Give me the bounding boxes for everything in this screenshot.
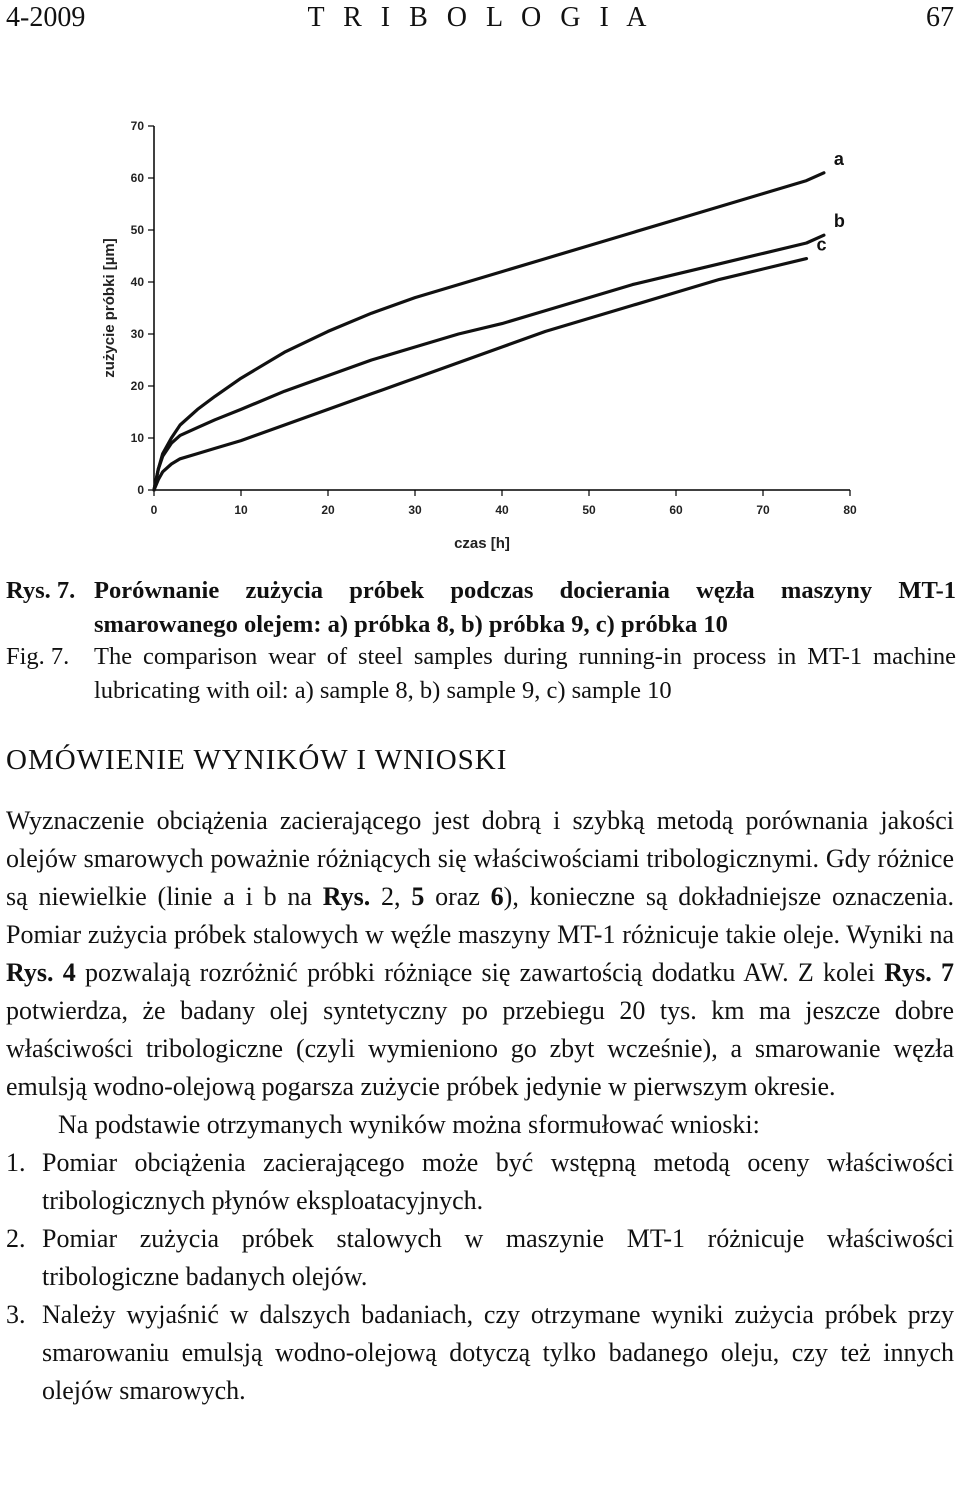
paragraph (6, 802, 954, 1106)
page-number: 67 (926, 2, 954, 33)
y-axis-label: zużycie próbki [µm] (101, 238, 118, 378)
series-label-c: c (816, 234, 827, 255)
caption-english (6, 640, 956, 708)
wear-chart (86, 108, 886, 568)
y-tick-label: 20 (130, 379, 144, 393)
para-text-3: oraz (424, 882, 491, 911)
x-tick-label: 30 (408, 503, 422, 517)
x-tick-label: 40 (495, 503, 509, 517)
figure-ref: Rys. 4 (6, 958, 76, 987)
conclusions-intro: Na podstawie otrzymanych wyników można sformułować wnioski: (58, 1110, 760, 1139)
caption-text-pl: Porównanie zużycia próbek podczas docierania węzła maszyny MT-1 smarowanego olejem: a) próbka 8, b) próbka 9, c) próbka 10 (94, 577, 956, 638)
series-line-b (154, 235, 824, 490)
x-tick-label: 10 (234, 503, 248, 517)
issue-number: 4-2009 (6, 2, 86, 33)
conclusions-list (6, 1144, 954, 1410)
list-number: 1. (6, 1148, 26, 1177)
list-text: Pomiar zużycia próbek stalowych w maszynie MT-1 różnicuje właściwości tribologiczne badanych olejów. (42, 1224, 954, 1291)
para-text-6: potwierdza, że badany olej syntetyczny po przebiegu 20 tys. km ma jeszcze dobre właściwości tribologiczne (czyli wymieniono go zbyt wcześnie), a smarowanie węzła emulsją wodno-olejową pogarsza zużycie próbek jedynie w pierwszym okresie. (6, 996, 954, 1101)
list-text: Pomiar obciążenia zacierającego może być wstępną metodą oceny właściwości tribologicznych płynów eksploatacyjnych. (42, 1148, 954, 1215)
figure-ref: 5 (411, 882, 425, 911)
caption-label-pl: Rys. 7. (6, 577, 76, 604)
figure-ref: Rys. (322, 882, 371, 911)
y-tick-label: 30 (130, 327, 144, 341)
para-text-4: ), konieczne są dokładniejsze oznaczenia. Pomiar zużycia próbek stalowych w węźle maszyny MT-1 różnicuje takie oleje. Wyniki na (6, 882, 954, 949)
para-text-2: 2, (370, 882, 412, 911)
caption-label-en: Fig. 7. (6, 643, 70, 670)
series-label-a: a (833, 148, 844, 169)
y-tick-label: 70 (130, 119, 144, 133)
x-tick-label: 0 (150, 503, 158, 517)
series-line-a (154, 173, 824, 490)
series-line-c (154, 259, 807, 490)
para-text-5: pozwalają rozróżnić próbki różniące się zawartością dodatku AW. Z kolei (75, 958, 885, 987)
x-tick-label: 50 (582, 503, 596, 517)
page-header (6, 0, 954, 40)
figure-ref: Rys. 7 (884, 958, 954, 987)
journal-title: T R I B O L O G I A (307, 2, 653, 33)
y-tick-label: 40 (130, 275, 144, 289)
x-axis-label: czas [h] (454, 535, 510, 552)
list-number: 2. (6, 1224, 26, 1253)
list-text: Należy wyjaśnić w dalszych badaniach, czy otrzymane wyniki zużycia próbek przy smarowaniu emulsją wodno-olejową dotyczą tylko badanego oleju, czy też innych olejów smarowych. (42, 1300, 954, 1405)
y-tick-label: 50 (130, 223, 144, 237)
y-tick-label: 0 (137, 483, 144, 497)
section-title: OMÓWIENIE WYNIKÓW I WNIOSKI (6, 744, 508, 776)
list-number: 3. (6, 1300, 26, 1329)
list-item (6, 1296, 954, 1410)
y-tick-label: 10 (130, 431, 144, 445)
caption-text-en: The comparison wear of steel samples during running-in process in MT-1 machine lubricating with oil: a) sample 8, b) sample 9, c) sample 10 (94, 643, 956, 704)
x-tick-label: 70 (756, 503, 770, 517)
x-tick-label: 20 (321, 503, 335, 517)
x-tick-label: 80 (843, 503, 857, 517)
para-text-1: Wyznaczenie obciążenia zacierającego jest dobrą i szybką metodą porównania jakości olejów smarowych poważnie różniących się właściwościami tribologicznymi. Gdy różnice są niewielkie (linie a i b na (6, 806, 954, 911)
series-label-b: b (833, 211, 845, 232)
figure-ref: 6 (490, 882, 504, 911)
x-tick-label: 60 (669, 503, 683, 517)
chart-svg (86, 108, 886, 568)
list-item (6, 1144, 954, 1220)
caption-polish (6, 574, 956, 642)
y-tick-label: 60 (130, 171, 144, 185)
list-item (6, 1220, 954, 1296)
body-text (6, 802, 954, 1410)
